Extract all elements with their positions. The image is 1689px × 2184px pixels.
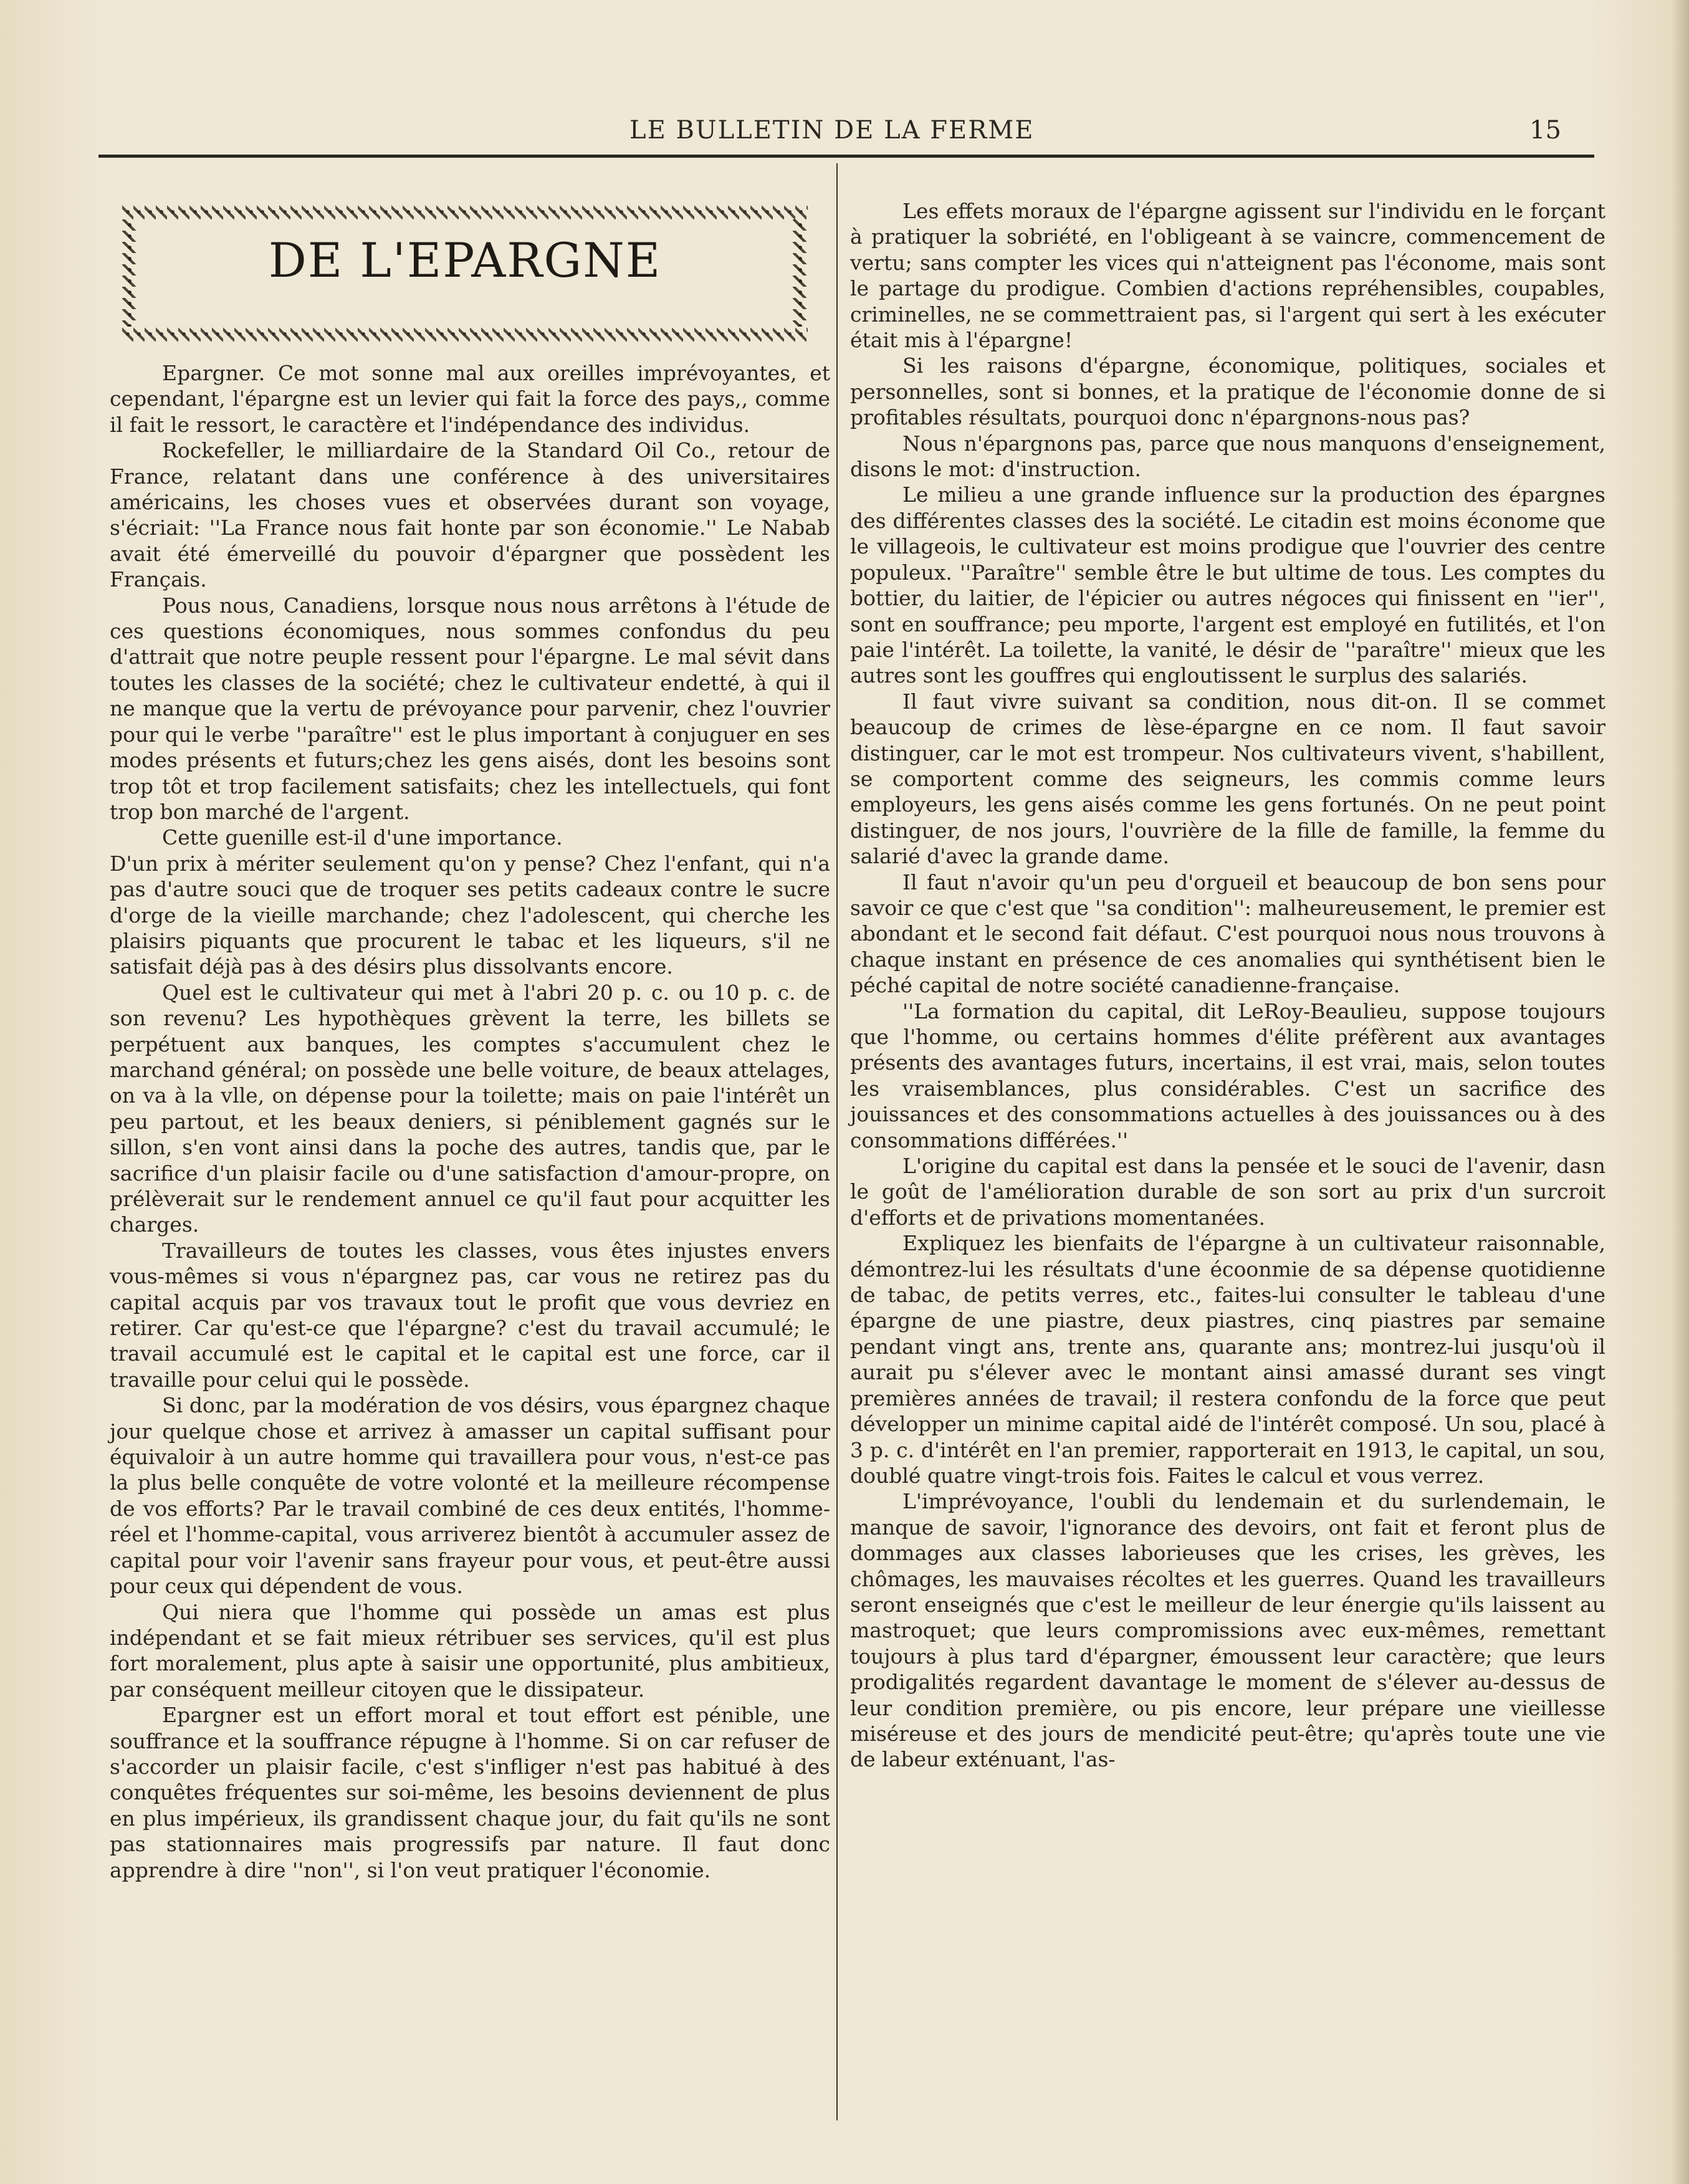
paragraph: ''La formation du capital, dit LeRoy-Beaulieu, suppose toujours que l'homme, ou certains hommes d'élite préfèrent aux avantages présents des avantages futurs, incertains, il est vrai, mais, selon toutes les vraisemblances, plus considérables. C'est un sacrifice des jouissances et des consommations actuelles à des jouissances ou à des consommations différées.'' — [850, 999, 1605, 1152]
paragraph: Qui niera que l'homme qui possède un amas est plus indépendant et se fait mieux rétribuer ses services, qu'il est plus fort moralement, plus apte à saisir une opportunité, plus ambitieux, par conséquent meilleur citoyen que le dissipateur. — [110, 1599, 830, 1702]
paragraph: D'un prix à mériter seulement qu'on y pense? Chez l'enfant, qui n'a pas d'autre souci que de troquer ses petits cadeaux contre le sucre d'orge de la vieille marchande; chez l'adolescent, qui cherche les plaisirs piquants que procurent le tabac et les liqueurs, s'il ne satisfait déjà pas à des désirs plus dissolvants encore. — [110, 851, 830, 979]
ornament-border-top — [122, 204, 808, 219]
paragraph: Cette guenille est-il d'une importance. — [162, 825, 563, 850]
paragraph: Si les raisons d'épargne, économique, politiques, sociales et personnelles, sont si bonnes, et la pratique de l'économie donne de si profitables résultats, pourquoi donc n'épargnons-nous pas? — [850, 353, 1605, 430]
paragraph: L'origine du capital est dans la pensée et le souci de l'avenir, dasn le goût de l'amélioration durable de son sort au prix d'un surcroit d'efforts et de privations momentanées. — [850, 1154, 1605, 1230]
paragraph: Si donc, par la modération de vos désirs, vous épargnez chaque jour quelque chose et arrivez à amasser un capital suffisant pour équivaloir à un autre homme qui travaillera pour vous, n'est-ce pas la plus belle conquête de votre volonté et la meilleure récompense de vos efforts? Par le travail combiné de ces deux entités, l'homme-réel et l'homme-capital, vous arriverez bientôt à accumuler assez de capital pour voir l'avenir sans frayeur pour vous, et peut-être aussi pour ceux qui dépendent de vous. — [110, 1393, 830, 1599]
paragraph: Il faut n'avoir qu'un peu d'orgueil et beaucoup de bon sens pour savoir ce que c'est que ''sa condition'': malheureusement, le premier est abondant et le second fait défaut. C'est pourquoi nous nous trouvons à chaque instant en présence de ces anomalies qui synthétisent bien le péché capital de notre société canadienne-française. — [850, 869, 1605, 998]
paragraph: Pous nous, Canadiens, lorsque nous nous arrêtons à l'étude de ces questions économiques, nous sommes confondus du peu d'attrait que notre peuple ressent pour l'épargne. Le mal sévit dans toutes les classes de la société; chez le cultivateur endetté, à qui il ne manque que la vertu de prévoyance pour parvenir, chez l'ouvrier pour qui le verbe ''paraître'' est le plus important à conjuguer en ses modes présents et futurs;chez les gens aisés, dont les besoins sont trop tôt et trop facilement satisfaits; chez les intellectuels, qui font trop bon marché de l'argent. — [110, 593, 830, 824]
paragraph: Il faut vivre suivant sa condition, nous dit-on. Il se commet beaucoup de crimes de lèse-épargne en ce nom. Il faut savoir distinguer, car le mot est trompeur. Nos cultivateurs vivent, s'habillent, se comportent comme des seigneurs, les commis comme leurs employeurs, les gens aisés comme les gens fortunés. On ne peut point distinguer, de nos jours, l'ouvrière de la fille de famille, la femme du salarié d'avec la grande dame. — [850, 689, 1605, 869]
running-title: LE BULLETIN DE LA FERME — [629, 116, 1035, 145]
page-edge-shadow — [1672, 0, 1689, 2184]
ornament-border-right — [793, 219, 808, 327]
paragraph: Quel est le cultivateur qui met à l'abri 20 p. c. ou 10 p. c. de son revenu? Les hypothèques grèvent la terre, les billets se perpétuent aux banques, les comptes s'accumulent chez le marchand général; on possède une belle voiture, de beaux attelages, on va à la vlle, on dépense pour la toilette; mais on paie l'intérêt un peu partout, et les beaux deniers, si péniblement gagnés sur le sillon, s'en vont ainsi dans la poche des autres, tandis que, par le sacrifice d'un plaisir facile ou d'une satisfaction d'amour-propre, on prélèverait sur le rendement annuel ce qu'il faut pour acquitter les charges. — [110, 980, 830, 1237]
right-column — [850, 198, 1605, 1773]
page-number: 15 — [1529, 116, 1561, 145]
paragraph: Nous n'épargnons pas, parce que nous manquons d'enseignement, disons le mot: d'instruction. — [850, 431, 1605, 482]
paragraph: Epargner. Ce mot sonne mal aux oreilles imprévoyantes, et cependant, l'épargne est un levier qui fait la force des pays,, comme il fait le ressort, le caractère et l'indépendance des individus. — [110, 361, 830, 437]
ornament-border-bottom — [122, 327, 808, 342]
column-divider — [836, 163, 838, 2120]
paragraph: L'imprévoyance, l'oubli du lendemain et du surlendemain, le manque de savoir, l'ignorance des devoirs, ont fait et feront plus de dommages aux classes laborieuses que les crises, les grèves, les chômages, les mauvaises récoltes et les guerres. Quand les travailleurs seront enseignés que c'est le meilleur de leur énergie qu'ils laissent au mastroquet; que leurs compromissions avec eux-mêmes, remettant toujours à plus tard d'épargner, émoussent leur caractère; que leurs prodigalités regardent davantage le moment de s'élever au-dessus de leur condition première, ou pis encore, leur prépare une vieillesse miséreuse et des jours de mendicité peut-être; qu'après toute une vie de labeur exténuant, l'as- — [850, 1489, 1605, 1772]
paragraph: Les effets moraux de l'épargne agissent sur l'individu en le forçant à pratiquer la sobriété, en l'obligeant à se vaincre, commencement de vertu; sans compter les vices qui n'atteignent pas l'économe, mais sont le partage du prodigue. Combien d'actions repréhensibles, coupables, criminelles, ne se commettraient pas, si l'argent qui sert à les exécuter était mis à l'épargne! — [850, 199, 1605, 353]
paragraph: Expliquez les bienfaits de l'épargne à un cultivateur raisonnable, démontrez-lui les résultats d'une écoonmie de sa dépense quotidienne de tabac, de petits verres, etc., faites-lui consulter le tableau d'une épargne de une piastre, deux piastres, cinq piastres par semaine pendant vingt ans, trente ans, quarante ans; montrez-lui jusqu'où il aurait pu s'élever avec le montant ainsi amassé durant ses vingt premières années de travail; il restera confondu de la force que peut développer un minime capital aidé de l'intérêt composé. Un sou, placé à 3 p. c. d'intérêt en l'an premier, rapporterait en 1913, le capital, un sou, doublé quatre vingt-trois fois. Faites le calcul et vous verrez. — [850, 1231, 1605, 1488]
paragraph: Rockefeller, le milliardaire de la Standard Oil Co., retour de France, relatant dans une conférence à des universitaires américains, les choses vues et observées durant son voyage, s'écriait: ''La France nous fait honte par son économie.'' Le Nabab avait été émerveillé du pouvoir d'épargner que possèdent les Français. — [110, 438, 830, 592]
left-column — [110, 360, 830, 1883]
paragraph: Le milieu a une grande influence sur la production des épargnes des différentes classes des la société. Le citadin est moins économe que le villageois, le cultivateur est moins prodigue que l'ouvrier des centre populeux. ''Paraître'' semble être le but ultime de tous. Les comptes du bottier, du laitier, de l'épicier ou autres négoces qui finissent en ''ier'', sont en souffrance; peu mporte, l'argent est employé en futilités, et l'on paie l'intérêt. La toilette, la vanité, le désir de ''paraître'' mieux que les autres sont les gouffres qui engloutissent le surplus des salariés. — [850, 482, 1605, 688]
paragraph: Travailleurs de toutes les classes, vous êtes injustes envers vous-mêmes si vous n'épargnez pas, car vous ne retirez pas du capital acquis par vos travaux tout le profit que vous devriez en retirer. Car qu'est-ce que l'épargne? c'est du travail accumulé; le travail accumulé est le capital et le capital est une force, car il travaille pour celui qui le possède. — [110, 1238, 830, 1392]
title-ornament-frame — [122, 204, 808, 342]
paragraph: Epargner est un effort moral et tout effort est pénible, une souffrance et la souffrance répugne à l'homme. Si on car refuser de s'accorder un plaisir facile, c'est s'infliger n'est pas habitué à des conquêtes fréquentes sur soi-même, les besoins deviennent de plus en plus impérieux, ils grandissent chaque jour, du fait qu'ils ne sont pas stationnaires mais progressifs par nature. Il faut donc apprendre à dire ''non'', si l'on veut pratiquer l'économie. — [110, 1703, 830, 1882]
ornament-border-left — [122, 219, 137, 327]
article-title: DE L'EPARGNE — [268, 232, 662, 288]
header-rule — [98, 155, 1594, 158]
